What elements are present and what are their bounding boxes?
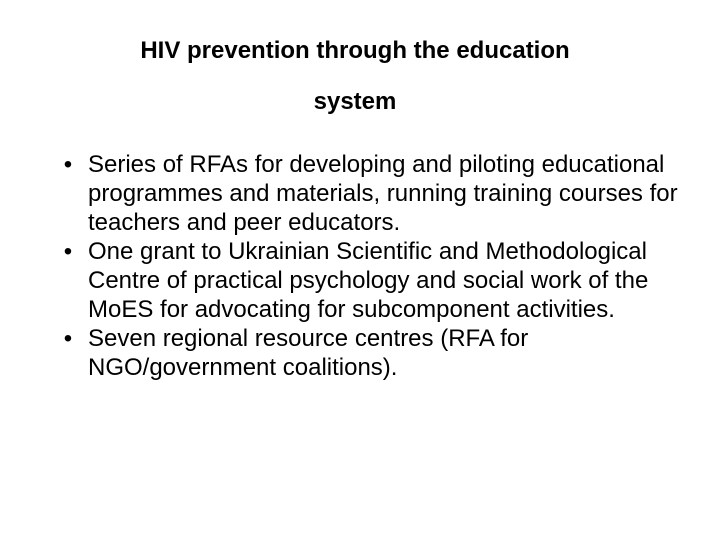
bullet-icon: • <box>63 238 73 265</box>
bullet-icon: • <box>63 151 73 178</box>
bullet-item <box>58 324 708 382</box>
bullet-item <box>58 237 708 324</box>
slide-title-line-2: system <box>313 88 397 115</box>
bullet-text: Series of RFAs for developing and piloting educational programmes and materials, running training courses for teachers and peer educators. <box>88 151 678 236</box>
bullet-item <box>58 150 708 237</box>
bullet-text: One grant to Ukrainian Scientific and Methodological Centre of practical psychology and social work of the MoES for advocating for subcomponent activities. <box>88 238 649 323</box>
bullet-text: Seven regional resource centres (RFA for NGO/government coalitions). <box>88 325 529 381</box>
slide-title-line-1: HIV prevention through the education <box>140 37 570 64</box>
bullet-list <box>58 150 708 382</box>
bullet-icon: • <box>63 325 73 352</box>
